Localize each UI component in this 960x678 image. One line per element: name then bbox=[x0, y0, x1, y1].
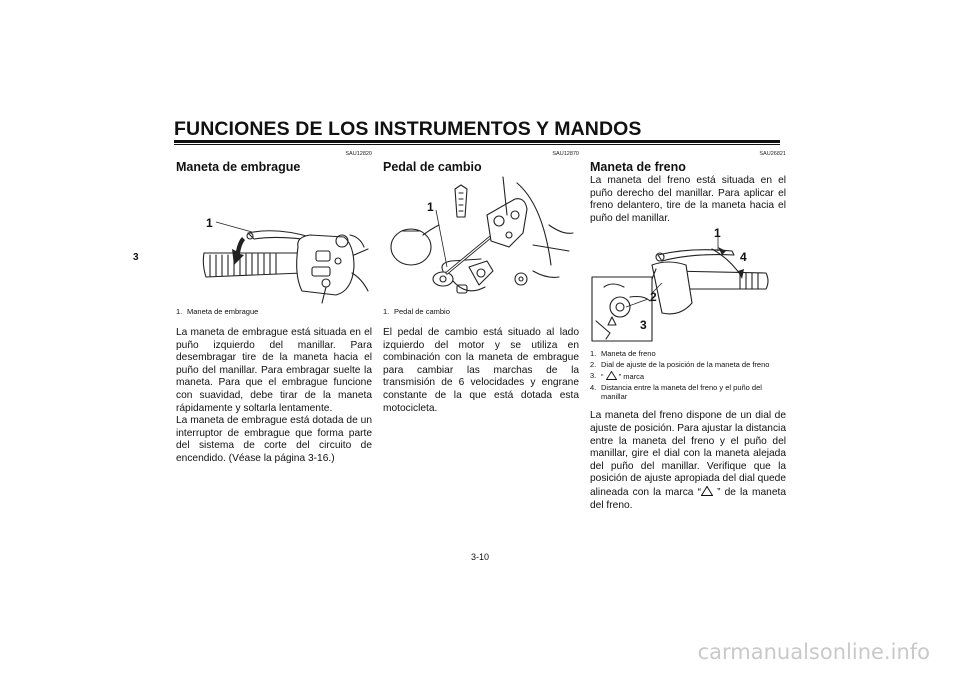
figure-captions bbox=[383, 307, 579, 316]
header-rule-thin bbox=[174, 144, 780, 145]
callout-2: 2 bbox=[650, 290, 657, 305]
callout-1: 1 bbox=[206, 216, 213, 230]
clutch-lever-drawing bbox=[176, 175, 372, 305]
paragraph: El pedal de cambio está situado al lado izquierdo del motor y se utiliza en combinación con la maneta de embrague para cambiar las marchas de la transmisión de 6 velocidades y engrane constante de la que está dotada esta motocicleta. bbox=[383, 327, 579, 414]
clutch-lever-illustration bbox=[176, 175, 372, 305]
caption-item: 2. Dial de ajuste de la posición de la maneta de freno bbox=[590, 360, 770, 370]
caption-item: 3. “ ” marca bbox=[590, 371, 645, 382]
callout-1: 1 bbox=[714, 226, 721, 241]
section-code: SAU12870 bbox=[552, 151, 579, 157]
caption-item: 4. Distancia entre la maneta del freno y el puño del manillar bbox=[590, 383, 762, 402]
figure-captions bbox=[176, 307, 372, 316]
paragraph: La maneta del freno está situada en el puño derecho del manillar. Para aplicar el freno delantero, tire de la maneta hacia el puño del manillar. bbox=[590, 175, 786, 224]
triangle-mark-icon bbox=[606, 371, 617, 380]
callout-4: 4 bbox=[740, 250, 747, 265]
header-rule bbox=[174, 140, 780, 143]
paragraph: La maneta del freno dispone de un dial de ajuste de posición. Para ajustar la distancia entre la maneta del freno y el puño del manillar, gire el dial con la maneta alejada del puño del manillar. Verifique que la posición de ajuste apropiada del dial quede alineada con la marca “ ” de la maneta del freno. bbox=[590, 410, 786, 511]
section-code: SAU12820 bbox=[345, 151, 372, 157]
paragraph: La maneta de embrague está situada en el puño izquierdo del manillar. Para desembragar tire de la maneta hacia el puño del manillar. Para embragar suelte la maneta. Para que el embrague funcione con suavidad, debe tirar de la maneta rápidamente y soltarla lentamente. bbox=[176, 327, 372, 414]
caption-item: 1. Maneta de freno bbox=[590, 349, 656, 359]
callout-1: 1 bbox=[427, 200, 434, 214]
page-number: 3-10 bbox=[470, 552, 489, 562]
section-clutch-lever bbox=[176, 150, 372, 466]
shift-pedal-illustration bbox=[383, 175, 579, 305]
section-title: Maneta de embrague bbox=[176, 160, 301, 174]
brake-lever-illustration bbox=[590, 225, 786, 349]
section-title: Pedal de cambio bbox=[383, 160, 482, 174]
section-title: Maneta de freno bbox=[590, 160, 686, 174]
section-brake-lever bbox=[590, 150, 786, 512]
paragraph: La maneta de embrague está dotada de un interruptor de embrague que forma parte del sistema de corte del circuito de encendido. (Véase la página 3-16.) bbox=[176, 415, 372, 464]
chapter-tab: 3 bbox=[133, 252, 139, 263]
page-header-title: FUNCIONES DE LOS INSTRUMENTOS Y MANDOS bbox=[174, 118, 642, 140]
caption-item: 1. Pedal de cambio bbox=[383, 307, 450, 316]
section-code: SAU26821 bbox=[759, 151, 786, 157]
caption-item: 1. Maneta de embrague bbox=[176, 307, 259, 316]
triangle-mark-icon bbox=[701, 486, 713, 496]
callout-3: 3 bbox=[640, 318, 647, 333]
brake-lever-drawing bbox=[590, 225, 786, 349]
section-shift-pedal bbox=[383, 150, 579, 415]
figure-captions bbox=[590, 349, 786, 401]
shift-pedal-drawing bbox=[383, 175, 579, 305]
watermark: carmanualsonline.info bbox=[697, 640, 930, 664]
